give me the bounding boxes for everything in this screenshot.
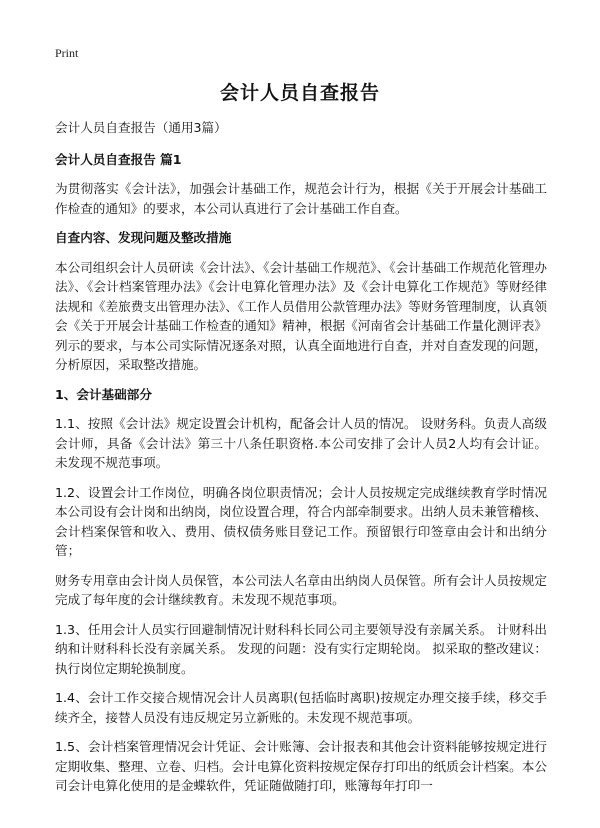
self-check-heading: 自查内容、发现问题及整改措施	[55, 230, 232, 245]
document-body	[55, 118, 547, 806]
overview-paragraph: 本公司组织会计人员研读《会计法》、《会计基础工作规范》、《会计基础工作规范化管理办法》、《会计档案管理办法》《会计电算化管理办法》及《会计电算化工作规范》等财经律法规和《差旅费支出管理办法》、《工作人员借用公款管理办法》等财务管理制度，认真领会《关于开展会计基础工作检查的通知》精神，根据《河南省会计基础工作量化测评表》列示的要求，与本公司实际情况逐条对照，认真全面地进行自查，并对自查发现的问题，分析原因，采取整改措施。	[55, 259, 547, 372]
paragraph-1-5: 1.5、会计档案管理情况会计凭证、会计账簿、会计报表和其他会计资料能够按规定进行定期收集、整理、立卷、归档。会计电算化资料按规定保存打印出的纸质会计档案。本公司会计电算化使用的是金蝶软件，凭证随做随打印，账簿每年打印一	[55, 739, 547, 793]
paragraph-1-3: 1.3、任用会计人员实行回避制情况计财科科长同公司主要领导没有亲属关系。 计财科出纳和计财科科长没有亲属关系。 发现的问题：没有实行定期轮岗。 拟采取的整改建议：执行岗位定期轮换制度。	[55, 621, 547, 676]
document-title: 会计人员自查报告	[219, 82, 380, 104]
intro-paragraph: 为贯彻落实《会计法》，加强会计基础工作，规范会计行为，根据《关于开展会计基础工作检查的通知》的要求，本公司认真进行了会计基础工作自查。	[55, 181, 547, 216]
paragraph-seal: 财务专用章由会计岗人员保管，本公司法人名章由出纳岗人员保管。所有会计人员按规定完成了每年度的会计继续教育。未发现不规范事项。	[55, 572, 547, 607]
document-subtitle: 会计人员自查报告（通用3篇）	[55, 120, 227, 135]
print-label: Print	[55, 46, 79, 60]
paragraph-1-4: 1.4、会计工作交接合规情况会计人员离职(包括临时离职)按规定办理交接手续，移交手续齐全，接替人员没有违反规定另立新账的。未发现不规范事项。	[55, 690, 547, 725]
paragraph-1-2: 1.2、设置会计工作岗位，明确各岗位职责情况；会计人员按规定完成继续教育学时情况本公司设有会计岗和出纳岗，岗位设置合理，符合内部牵制要求。出纳人员未兼管稽核、会计档案保管和收入、费用、债权债务账目登记工作。预留银行印签章由会计和出纳分管；	[55, 484, 547, 558]
section-title: 会计人员自查报告 篇1	[55, 151, 182, 167]
paragraph-1-1: 1.1、按照《会计法》规定设置会计机构，配备会计人员的情况。 设财务科。负责人高级会计师，具备《会计法》第三十八条任职资格.本公司安排了会计人员2人均有会计证。 未发现不规范事项。	[55, 416, 547, 470]
basic-section-heading: 1、会计基础部分	[55, 386, 152, 402]
